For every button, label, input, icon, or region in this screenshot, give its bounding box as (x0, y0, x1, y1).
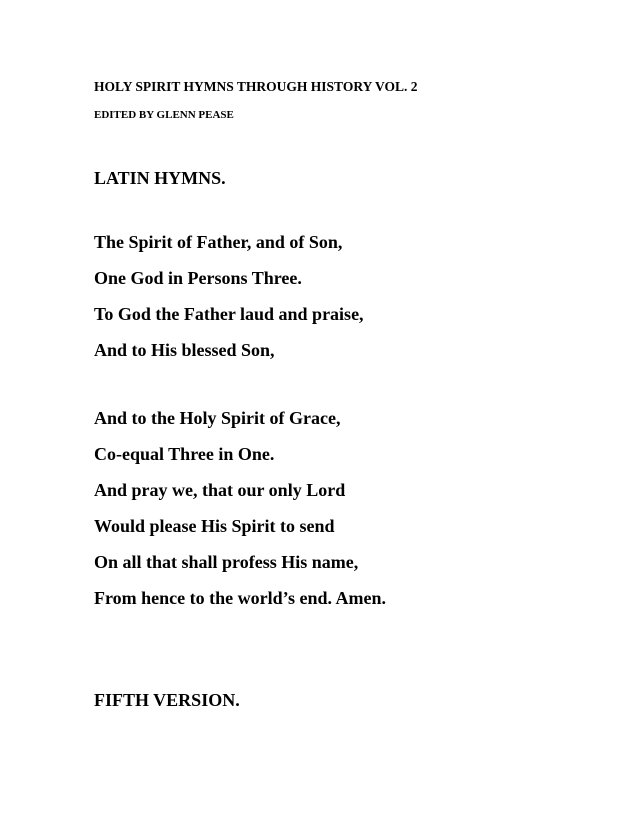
verse-line: And to His blessed Son, (94, 340, 275, 360)
verse-line: Would please His Spirit to send (94, 516, 335, 536)
verse-line: One God in Persons Three. (94, 268, 302, 288)
section-heading-fifth-version: FIFTH VERSION. (94, 690, 240, 710)
verse-line: From hence to the world’s end. Amen. (94, 588, 386, 608)
verse-line: And pray we, that our only Lord (94, 480, 346, 500)
document-title: HOLY SPIRIT HYMNS THROUGH HISTORY VOL. 2 (94, 79, 418, 94)
verse-line: The Spirit of Father, and of Son, (94, 232, 343, 252)
editor-credit: EDITED BY GLENN PEASE (94, 109, 234, 121)
verse-line: To God the Father laud and praise, (94, 304, 364, 324)
verse-line: And to the Holy Spirit of Grace, (94, 408, 341, 428)
verse-line: Co-equal Three in One. (94, 444, 275, 464)
verse-line: On all that shall profess His name, (94, 552, 359, 572)
section-heading-latin-hymns: LATIN HYMNS. (94, 168, 226, 188)
